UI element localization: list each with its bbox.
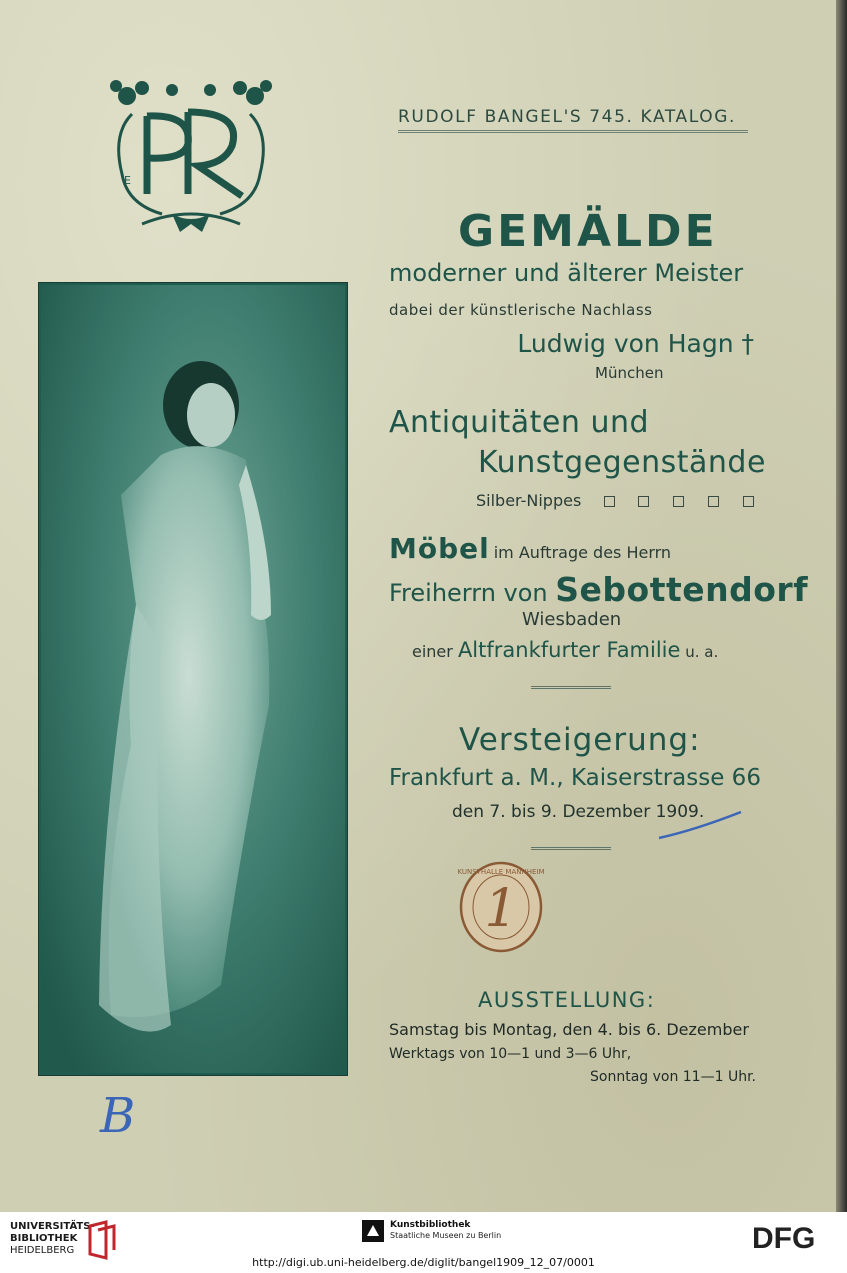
ub-heidelberg-label xyxy=(10,1221,95,1257)
permalink-url[interactable]: http://digi.ub.uni-heidelberg.de/diglit/bangel1909_12_07/0001 xyxy=(252,1256,595,1269)
square-ornament-icon xyxy=(673,496,684,507)
text-auction-dates: den 7. bis 9. Dezember 1909. xyxy=(452,802,705,822)
text-auction-location: Frankfurt a. M., Kaiserstrasse 66 xyxy=(389,765,761,791)
stamp-text: KUNSTHALLE MANNHEIM xyxy=(457,868,545,876)
heading-gemaelde: GEMÄLDE xyxy=(458,206,718,257)
divider xyxy=(531,847,611,850)
stamp-number: 1 xyxy=(484,879,518,939)
heading-ausstellung: AUSSTELLUNG: xyxy=(478,988,656,1012)
square-ornament-icon xyxy=(708,496,719,507)
family-line xyxy=(412,638,718,662)
woman-figure-illustration xyxy=(41,285,345,1073)
heading-kunstgegenstaende: Kunstgegenstände xyxy=(478,445,766,480)
text-ua: u. a. xyxy=(680,643,719,661)
text-freiherrn: Freiherrn von xyxy=(389,579,556,607)
heading-meister: moderner und älterer Meister xyxy=(389,259,744,287)
kunsthalle-stamp xyxy=(456,860,546,955)
portrait-photo xyxy=(41,285,345,1073)
kunstbibliothek-title: Kunstbibliothek xyxy=(390,1220,471,1230)
ub-line-2: BIBLIOTHEK xyxy=(10,1233,78,1244)
footer-bar xyxy=(0,1212,847,1273)
square-ornament-row xyxy=(604,496,754,510)
ub-line-1: UNIVERSITÄTS- xyxy=(10,1221,95,1232)
heading-hagn: Ludwig von Hagn † xyxy=(517,329,754,358)
text-einer: einer xyxy=(412,642,458,661)
heading-moebel: Möbel xyxy=(389,532,490,565)
heading-sebottendorf: Sebottendorf xyxy=(555,570,809,609)
freiherrn-line xyxy=(389,570,808,609)
pen-underline-stroke xyxy=(655,808,745,843)
text-sunday-hours: Sonntag von 11—1 Uhr. xyxy=(590,1069,756,1085)
text-exhibition-days: Samstag bis Montag, den 4. bis 6. Dezember xyxy=(389,1020,749,1039)
square-ornament-icon xyxy=(743,496,754,507)
ub-line-3: HEIDELBERG xyxy=(10,1245,75,1256)
text-auftrage: im Auftrage des Herrn xyxy=(493,543,672,562)
divider xyxy=(531,686,611,689)
text-muenchen: München xyxy=(595,364,664,382)
text-weekday-hours: Werktags von 10—1 und 3—6 Uhr, xyxy=(389,1046,632,1062)
text-familie: Altfrankfurter Familie xyxy=(457,638,681,662)
logo-letter: E xyxy=(124,174,131,187)
text-wiesbaden: Wiesbaden xyxy=(522,609,622,630)
portrait-photo-frame xyxy=(38,282,348,1076)
heading-antiquitaeten: Antiquitäten und xyxy=(389,405,650,440)
kunstbibliothek-subtitle: Staatliche Museen zu Berlin xyxy=(390,1231,502,1240)
heading-versteigerung: Versteigerung: xyxy=(459,722,701,758)
rb-monogram-logo xyxy=(102,74,280,234)
square-ornament-icon xyxy=(638,496,649,507)
catalog-title: RUDOLF BANGEL'S 745. KATALOG. xyxy=(398,107,748,133)
text-nachlass: dabei der künstlerische Nachlass xyxy=(389,301,653,319)
handwritten-mark: B xyxy=(100,1088,136,1144)
moebel-line xyxy=(389,532,671,565)
square-ornament-icon xyxy=(604,496,615,507)
kunstbibliothek-eagle-icon[interactable] xyxy=(362,1220,384,1242)
page-edge-shadow xyxy=(836,0,847,1212)
text-silber-nippes: Silber-Nippes xyxy=(476,491,582,510)
dfg-logo[interactable]: DFG xyxy=(752,1222,816,1255)
ub-heidelberg-logo[interactable] xyxy=(86,1220,118,1260)
